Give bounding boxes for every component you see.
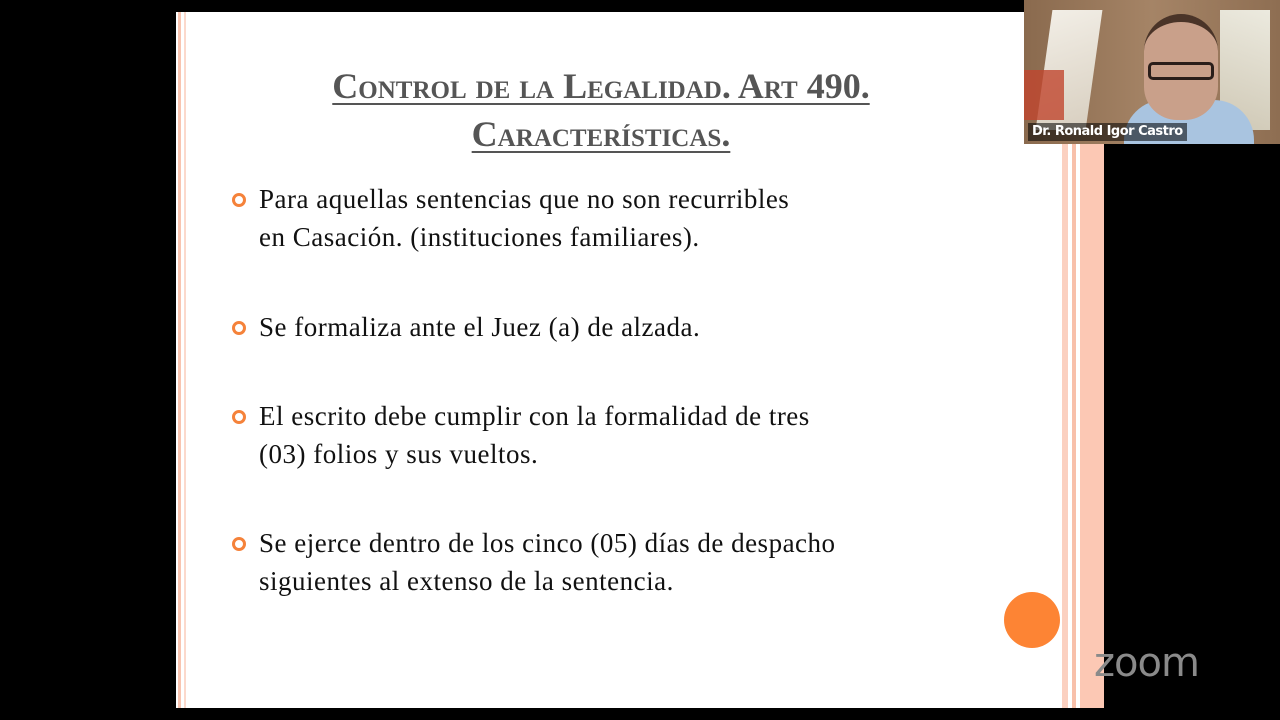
bullet-circle-icon (232, 193, 246, 207)
bullet-item (232, 397, 972, 473)
left-stripe-thin (184, 12, 186, 708)
title-line-2: Características. (471, 114, 731, 154)
decorative-orange-circle (1004, 592, 1060, 648)
presentation-slide (176, 12, 1104, 708)
bullet-circle-icon (232, 321, 246, 335)
participant-video[interactable] (1024, 0, 1280, 144)
bullet-circle-icon (232, 537, 246, 551)
bullet-circle-icon (232, 410, 246, 424)
bullet-item (232, 180, 972, 256)
bullet-text: (03) folios y sus vueltos. (259, 439, 539, 469)
participant-name-label: Dr. Ronald Igor Castro (1028, 123, 1187, 141)
bullet-text: El escrito debe cumplir con la formalidad de tres (259, 401, 810, 431)
bullet-text: Para aquellas sentencias que no son recurribles (259, 184, 790, 214)
bullet-item (232, 524, 972, 600)
left-stripe (178, 12, 181, 708)
flag-emblem (1024, 70, 1064, 120)
slide-title (216, 62, 986, 158)
glasses (1148, 62, 1214, 80)
title-line-1: Control de la Legalidad. Art 490. (332, 66, 870, 106)
bullet-text: en Casación. (instituciones familiares). (259, 222, 700, 252)
bullet-item (232, 308, 972, 346)
bullet-text: siguientes al extenso de la sentencia. (259, 566, 674, 596)
bullet-text: Se ejerce dentro de los cinco (05) días de despacho (259, 528, 836, 558)
zoom-watermark: zoom (1094, 640, 1199, 686)
bullet-text: Se formaliza ante el Juez (a) de alzada. (259, 312, 701, 342)
